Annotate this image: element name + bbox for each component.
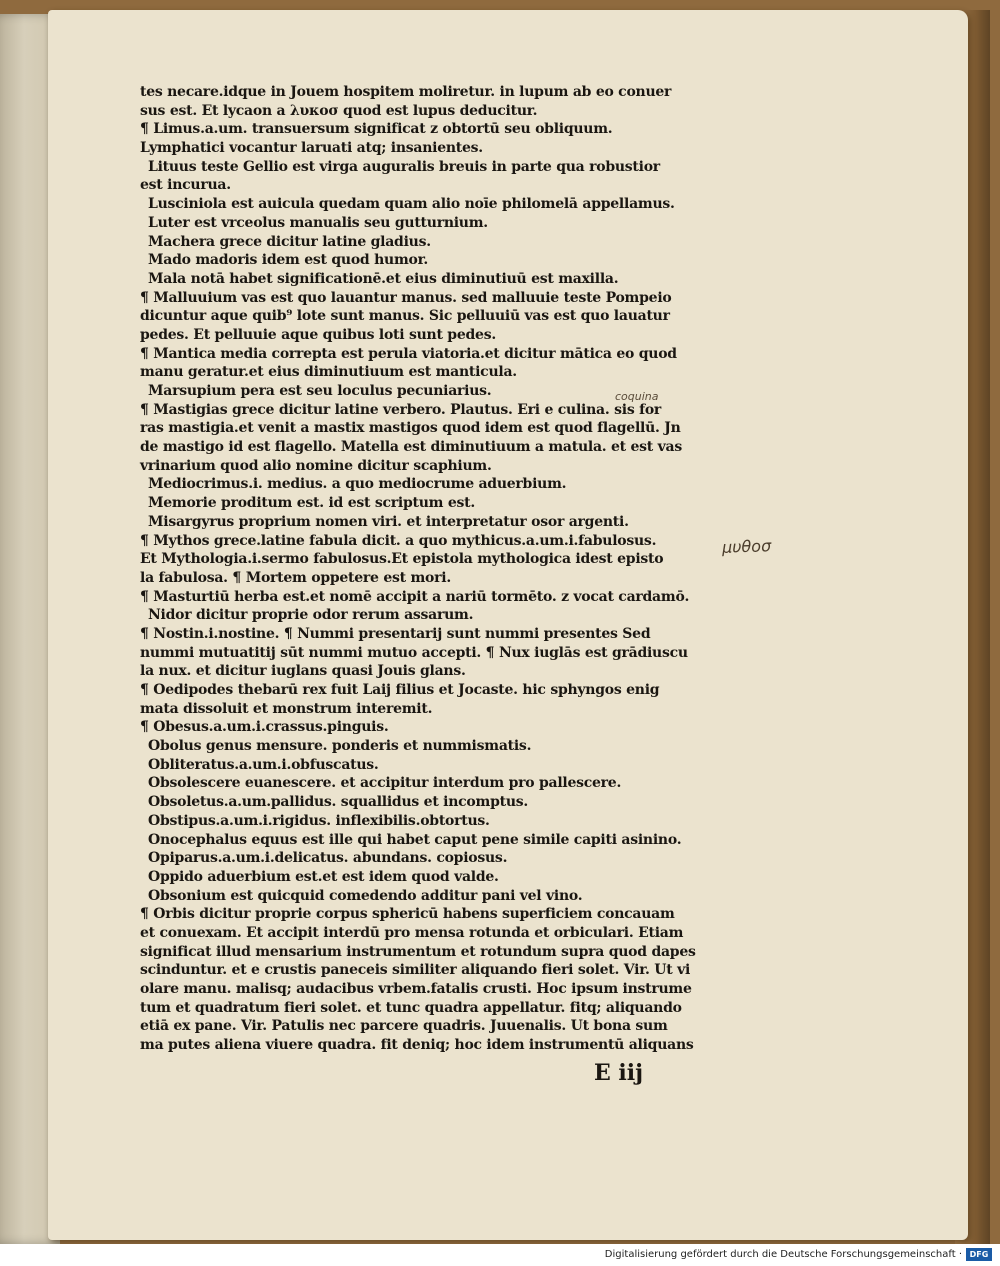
- text-line: Luter est vrceolus manualis seu gutturnium.: [148, 214, 488, 231]
- text-line: Mala notā habet significationē.et eius diminutiuū est maxilla.: [148, 270, 619, 287]
- text-line: significat illud mensarium instrumentum et rotundum supra quod dapes: [140, 943, 696, 960]
- text-line: Obstipus.a.um.i.rigidus. inflexibilis.obtortus.: [148, 812, 490, 829]
- text-line: etiā ex pane. Vir. Patulis nec parcere quadris. Juuenalis. Ut bona sum: [140, 1018, 668, 1035]
- dfg-logo: DFG: [966, 1248, 992, 1261]
- text-line: Lymphatici vocantur laruati atq; insanientes.: [140, 140, 483, 157]
- text-line: dicuntur aque quib⁹ lote sunt manus. Sic pelluuiū vas est quo lauatur: [140, 308, 670, 325]
- text-line: tes necare.idque in Jouem hospitem moliretur. in lupum ab eo conuer: [140, 84, 672, 100]
- text-line: manu geratur.et eius diminutiuum est manticula.: [140, 364, 517, 381]
- text-line: ¶ Masturtiū herba est.et nomē accipit a nariū tormēto. z vocat cardamō.: [140, 588, 690, 605]
- text-line: Mediocrimus.i. medius. a quo mediocrume aduerbium.: [148, 476, 567, 493]
- text-line: Memorie proditum est. id est scriptum est.: [148, 495, 475, 512]
- text-line: ¶ Limus.a.um. transuersum significat z obtortū seu obliquum.: [140, 121, 613, 138]
- text-line: ¶ Nostin.i.nostine. ¶ Nummi presentarij sunt nummi presentes Sed: [140, 625, 651, 642]
- text-line: la fabulosa. ¶ Mortem oppetere est mori.: [140, 569, 451, 586]
- text-line: ma putes aliena viuere quadra. fit deniq; hoc idem instrumentū aliquans: [140, 1037, 694, 1054]
- text-line: Oppido aduerbium est.et est idem quod valde.: [148, 868, 499, 885]
- text-line: pedes. Et pelluuie aque quibus loti sunt pedes.: [140, 326, 496, 343]
- text-line: Misargyrus proprium nomen viri. et interpretatur osor argenti.: [148, 513, 629, 530]
- printed-text-block: [140, 83, 720, 1055]
- signature-mark: E iij: [594, 1060, 644, 1086]
- text-line: ¶ Mastigias grece dicitur latine verbero. Plautus. Eri e culina. sis for: [140, 401, 662, 418]
- text-line: ¶ Mythos grece.latine fabula dicit. a quo mythicus.a.um.i.fabulosus.: [140, 532, 657, 549]
- interlinear-handwritten-note: coquina: [615, 390, 659, 403]
- digitization-footer: [0, 1244, 1000, 1266]
- text-line: Obsolescere euanescere. et accipitur interdum pro pallescere.: [148, 775, 622, 792]
- text-line: ¶ Mantica media correpta est perula viatoria.et dicitur mātica eo quod: [140, 345, 677, 362]
- text-line: Lusciniola est auicula quedam quam alio noīe philomelā appellamus.: [148, 196, 675, 213]
- text-line: ¶ Malluuium vas est quo lauantur manus. sed malluuie teste Pompeio: [140, 289, 672, 306]
- text-line: de mastigo id est flagello. Matella est diminutiuum a matula. et est vas: [140, 439, 682, 456]
- text-line: sus est. Et lycaon a λυκοσ quod est lupus deducitur.: [140, 102, 538, 119]
- text-line: Lituus teste Gellio est virga auguralis breuis in parte qua robustior: [148, 158, 660, 175]
- text-line: Obolus genus mensure. ponderis et nummismatis.: [148, 738, 532, 755]
- text-line: ras mastigia.et venit a mastix mastigos quod idem est quod flagellū. Jn: [140, 420, 681, 437]
- text-line: Machera grece dicitur latine gladius.: [148, 233, 431, 250]
- text-line: ¶ Obesus.a.um.i.crassus.pinguis.: [140, 719, 389, 736]
- text-line: olare manu. malisq; audacibus vrbem.fatalis crusti. Hoc ipsum instrume: [140, 981, 692, 997]
- text-line: scinduntur. et e crustis paneceis similiter aliquando fieri solet. Vir. Ut vi: [140, 962, 691, 979]
- footer-credit: Digitalisierung gefördert durch die Deutsche Forschungsgemeinschaft ·: [604, 1249, 962, 1260]
- text-line: est incurua.: [140, 177, 231, 194]
- text-line: nummi mutuatitij sūt nummi mutuo accepti. ¶ Nux iuglās est grādiuscu: [140, 644, 688, 661]
- text-line: Nidor dicitur proprie odor rerum assarum.: [148, 607, 474, 624]
- text-line: ¶ Orbis dicitur proprie corpus sphericū habens superficiem concauam: [140, 906, 675, 923]
- margin-handwritten-note: μυθοσ: [721, 536, 772, 557]
- text-line: la nux. et dicitur iuglans quasi Jouis glans.: [140, 663, 466, 680]
- text-line: Obsonium est quicquid comedendo additur pani vel vino.: [148, 887, 583, 904]
- text-line: Et Mythologia.i.sermo fabulosus.Et epistola mythologica idest episto: [140, 551, 664, 568]
- text-line: Marsupium pera est seu loculus pecuniarius.: [148, 383, 492, 399]
- text-line: ¶ Oedipodes thebarū rex fuit Laij filius et Jocaste. hic sphyngos enig: [140, 682, 660, 698]
- text-line: Obliteratus.a.um.i.obfuscatus.: [148, 756, 379, 773]
- text-line: mata dissoluit et monstrum interemit.: [140, 700, 433, 717]
- text-line: Obsoletus.a.um.pallidus. squallidus et incomptus.: [148, 794, 529, 811]
- text-line: tum et quadratum fieri solet. et tunc quadra appellatur. fitq; aliquando: [140, 999, 682, 1016]
- text-line: Opiparus.a.um.i.delicatus. abundans. copiosus.: [148, 850, 508, 867]
- text-line: et conuexam. Et accipit interdū pro mensa rotunda et orbiculari. Etiam: [140, 924, 684, 941]
- text-line: Mado madoris idem est quod humor.: [148, 252, 429, 269]
- text-line: Onocephalus equus est ille qui habet caput pene simile capiti asinino.: [148, 831, 682, 848]
- text-line: vrinarium quod alio nomine dicitur scaphium.: [140, 457, 492, 474]
